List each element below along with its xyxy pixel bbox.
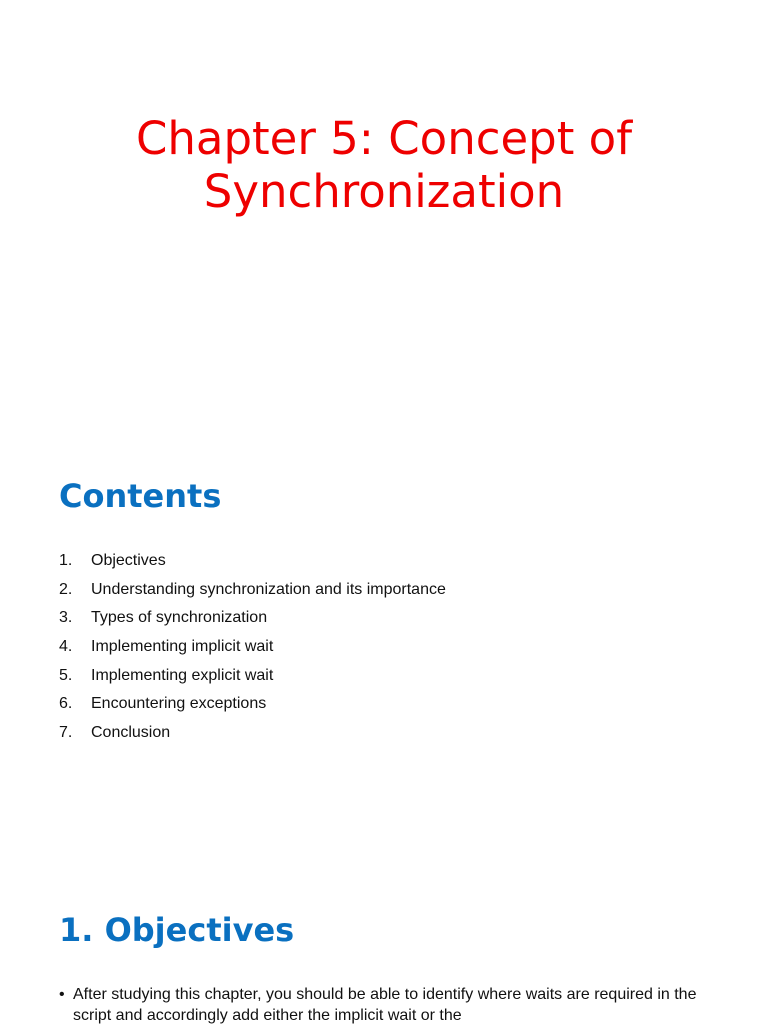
contents-list — [59, 547, 446, 748]
contents-item-implicit-wait — [59, 633, 446, 662]
page-title-line-1: Chapter 5: Concept of — [135, 112, 633, 165]
contents-item-conclusion — [59, 719, 446, 748]
contents-item-number: 4. — [59, 638, 73, 656]
objectives-bullet-item — [59, 984, 719, 1026]
page-title-line-2: Synchronization — [203, 165, 565, 218]
contents-item-label: Objectives — [91, 552, 166, 569]
contents-item-label: Types of synchronization — [91, 609, 268, 627]
page-title — [0, 112, 768, 218]
contents-item-label: Understanding synchronization and its importance — [91, 580, 446, 598]
contents-item-label: Implementing implicit wait — [91, 638, 274, 656]
objectives-bullet-list — [59, 984, 719, 1026]
contents-item-number: 1. — [59, 552, 73, 569]
contents-item-number: 3. — [59, 609, 73, 627]
contents-item-objectives — [59, 547, 446, 576]
contents-item-number: 5. — [59, 666, 73, 684]
contents-heading: Contents — [59, 477, 222, 515]
contents-item-number: 2. — [59, 580, 73, 598]
objectives-bullet-text: After studying this chapter, you should be able to identify where waits are required in the script and accordingly add either the implicit wait or the — [73, 986, 697, 1024]
objectives-heading: 1. Objectives — [59, 911, 295, 949]
contents-item-label: Implementing explicit wait — [91, 666, 274, 684]
contents-item-label: Encountering exceptions — [91, 695, 267, 713]
contents-item-exceptions — [59, 690, 446, 719]
contents-item-types-of-synchronization — [59, 604, 446, 633]
contents-item-number: 6. — [59, 695, 73, 713]
contents-item-number: 7. — [59, 724, 73, 742]
contents-item-label: Conclusion — [91, 724, 171, 742]
contents-item-understanding-synchronization — [59, 576, 446, 605]
bullet-icon: • — [59, 986, 65, 1003]
contents-item-explicit-wait — [59, 662, 446, 691]
